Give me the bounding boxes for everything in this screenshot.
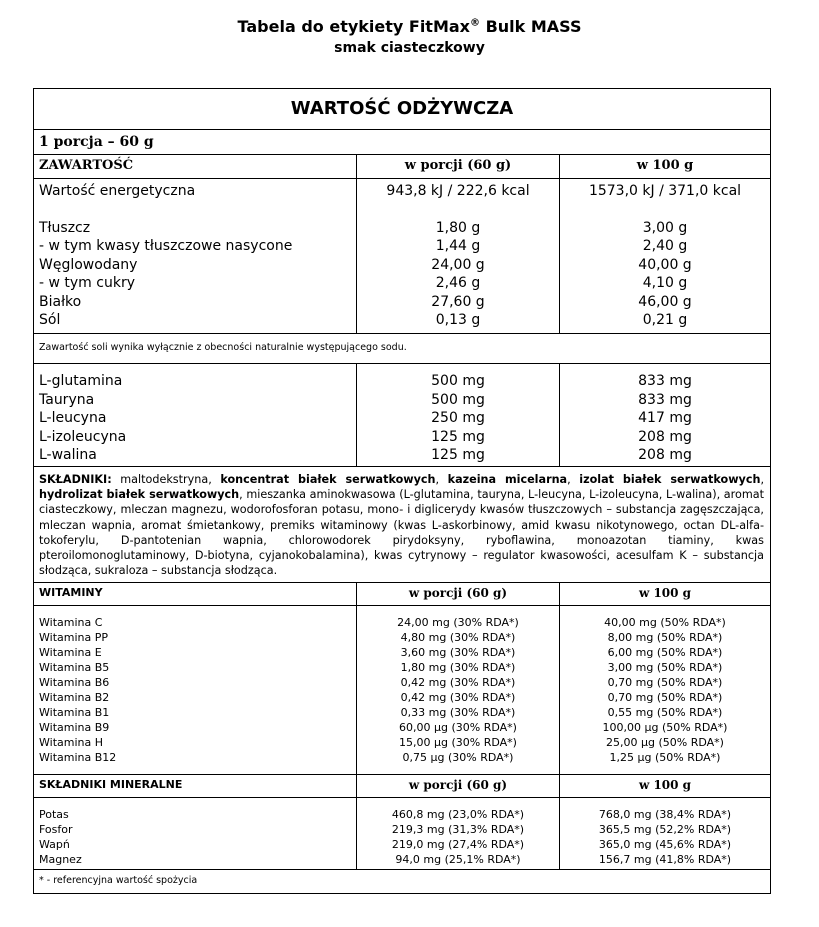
table-title: WARTOŚĆ ODŻYWCZA <box>290 98 514 119</box>
vitamin-row-c1-9: Witamina B12 <box>39 751 117 764</box>
ingredients-label: SKŁADNIKI: <box>39 473 112 486</box>
amino-row-c1-3: L-izoleucyna <box>39 428 127 445</box>
vitamin-row-c2-7: 60,00 µg (30% RDA*) <box>399 721 517 734</box>
nutrient-name-1: Tłuszcz <box>39 219 91 236</box>
mineral-row-c2-2: 219,0 mg (27,4% RDA*) <box>391 838 525 851</box>
vitamin-row-c2-5: 0,42 mg (30% RDA*) <box>400 691 516 704</box>
mineral-portion-values <box>356 798 559 869</box>
mineral-row-c1-2: Wapń <box>39 838 70 851</box>
vitamin-row-c3-8: 25,00 µg (50% RDA*) <box>606 736 724 749</box>
vitamin-row-c2-9: 0,75 µg (30% RDA*) <box>402 751 514 764</box>
nutrient-100g-4: 4,10 g <box>642 275 688 291</box>
vitamin-row-c1-4: Witamina B6 <box>39 676 110 689</box>
nutrient-portion-0: 943,8 kJ / 222,6 kcal <box>386 183 530 199</box>
amino-row-c1-2: L-leucyna <box>39 410 107 426</box>
amino-row-c1-4: L-walina <box>39 447 97 463</box>
vitamin-row-c2-0: 24,00 mg (30% RDA*) <box>397 616 519 629</box>
vitamin-row-c3-5: 0,70 mg (50% RDA*) <box>607 691 723 704</box>
amino-row-c2-2: 250 mg <box>431 410 485 426</box>
vitamins-header-100g: w 100 g <box>559 583 770 605</box>
nutrient-name-6: Sól <box>39 312 61 328</box>
amino-row-c3-4: 208 mg <box>638 447 692 463</box>
nutrient-name-0: Wartość energetyczna <box>39 183 196 199</box>
vitamin-row-c1-0: Witamina C <box>39 616 103 629</box>
vitamin-row-c3-6: 0,55 mg (50% RDA*) <box>607 706 723 719</box>
minerals-header-100g: w 100 g <box>559 775 770 797</box>
nutrient-names <box>34 179 356 333</box>
mineral-row-c3-3: 156,7 mg (41,8% RDA*) <box>598 853 732 866</box>
ingredients-text: , <box>567 473 580 486</box>
nutrient-portion-1: 1,80 g <box>435 219 481 236</box>
vitamin-100g-values <box>559 606 770 774</box>
minerals-header-row <box>34 774 770 797</box>
nutrient-100g-2: 2,40 g <box>642 238 688 254</box>
vitamin-row-c3-4: 0,70 mg (50% RDA*) <box>607 676 723 689</box>
ingredients-text: , <box>760 473 764 486</box>
nutrient-portion-values <box>356 179 559 333</box>
nutrient-name-2: - w tym kwasy tłuszczowe nasycone <box>39 238 293 254</box>
vitamin-row-c2-2: 3,60 mg (30% RDA*) <box>400 646 516 659</box>
document-subtitle: smak ciasteczkowy <box>334 40 485 56</box>
registered-mark: ® <box>470 17 480 29</box>
amino-row-c2-4: 125 mg <box>431 447 485 463</box>
vitamin-row-c3-0: 40,00 mg (50% RDA*) <box>604 616 726 629</box>
vitamin-row-c1-8: Witamina H <box>39 736 103 749</box>
vitamin-row-c3-9: 1,25 µg (50% RDA*) <box>609 751 721 764</box>
nutrient-portion-2: 1,44 g <box>435 238 481 254</box>
vitamin-row-c3-2: 6,00 mg (50% RDA*) <box>607 646 723 659</box>
ingredients-text: , mieszanka aminokwasowa (L-glutamina, tauryna, L-leucyna, L-izoleucyna, L-walina), aromat ciasteczkowy, mleczan magnezu, wodorofosforan potasu, mono- i diglicerydy kwasów tłuszczowych – substancja zagęszczająca, mleczan wapnia, aromat śmietankowy, premiks witaminowy (kwas L-askorbinowy, amid kwasu nikotynowego, octan DL-alfa-tokoferylu, D-pantotenian wapnia, chlorowodorek pirydoksyny, ryboflawina, monoazotan tiaminy, kwas pteroilomonoglutaminowy, D-biotyna, cyjanokobalamina), kwas cytrynowy – regulator kwasowości, acesulfam K – substancja słodząca, sukraloza – substancja słodząca. <box>39 488 764 578</box>
nutrient-portion-3: 24,00 g <box>431 256 485 273</box>
nutrient-100g-1: 3,00 g <box>642 219 688 236</box>
ingredients-bold: hydrolizat białek serwatkowych <box>39 488 240 502</box>
nutrient-name-4: - w tym cukry <box>39 275 135 291</box>
minerals-header-portion: w porcji (60 g) <box>356 775 559 797</box>
nutrient-name-3: Węglowodany <box>39 256 138 273</box>
mineral-row-c1-3: Magnez <box>39 853 82 866</box>
vitamin-row-c3-3: 3,00 mg (50% RDA*) <box>607 661 723 674</box>
vitamin-row-c1-6: Witamina B1 <box>39 706 110 719</box>
vitamin-row-c2-4: 0,42 mg (30% RDA*) <box>400 676 516 689</box>
ingredients-bold: izolat białek serwatkowych <box>579 473 761 486</box>
mineral-row-c2-0: 460,8 mg (23,0% RDA*) <box>391 808 525 821</box>
vitamin-row-c3-1: 8,00 mg (50% RDA*) <box>607 631 723 644</box>
amino-row-c2-3: 125 mg <box>431 428 485 445</box>
minerals-section <box>34 797 770 869</box>
mineral-row-c1-1: Fosfor <box>39 823 73 836</box>
nutrient-100g-0: 1573,0 kJ / 371,0 kcal <box>588 183 742 199</box>
vitamin-row-c1-7: Witamina B9 <box>39 721 110 734</box>
vitamin-row-c1-5: Witamina B2 <box>39 691 110 704</box>
amino-portion-values <box>356 364 559 466</box>
vitamin-row-c2-1: 4,80 mg (30% RDA*) <box>400 631 516 644</box>
amino-row-c3-1: 833 mg <box>638 391 692 408</box>
mineral-names <box>34 798 356 869</box>
nutrition-table <box>33 88 771 894</box>
vitamin-row-c2-3: 1,80 mg (30% RDA*) <box>400 661 516 674</box>
column-header-row <box>34 154 770 178</box>
nutrient-100g-values <box>559 179 770 333</box>
vitamins-section <box>34 605 770 774</box>
vitamin-row-c2-8: 15,00 µg (30% RDA*) <box>399 736 517 749</box>
title-part-1: Tabela do etykiety FitMax <box>237 17 470 36</box>
portion-size: 1 porcja – 60 g <box>34 129 770 154</box>
col-header-portion: w porcji (60 g) <box>356 155 559 178</box>
vitamin-portion-values <box>356 606 559 774</box>
nutrient-100g-3: 40,00 g <box>638 256 692 273</box>
mineral-row-c2-1: 219,3 mg (31,3% RDA*) <box>391 823 525 836</box>
amino-section <box>34 363 770 466</box>
mineral-row-c2-3: 94,0 mg (25,1% RDA*) <box>395 853 521 866</box>
vitamin-names <box>34 606 356 774</box>
vitamin-row-c3-7: 100,00 µg (50% RDA*) <box>602 721 728 734</box>
amino-row-c1-0: L-glutamina <box>39 373 123 389</box>
vitamin-row-c2-6: 0,33 mg (30% RDA*) <box>400 706 516 719</box>
amino-row-c1-1: Tauryna <box>39 391 95 408</box>
vitamins-header-row <box>34 582 770 605</box>
nutrient-100g-5: 46,00 g <box>638 293 692 310</box>
col-header-100g: w 100 g <box>559 155 770 178</box>
amino-names <box>34 364 356 466</box>
vitamin-row-c1-1: Witamina PP <box>39 631 108 644</box>
mineral-row-c3-0: 768,0 mg (38,4% RDA*) <box>598 808 732 821</box>
col-header-content: ZAWARTOŚĆ <box>39 158 134 173</box>
mineral-100g-values <box>559 798 770 869</box>
ingredients-text: maltodekstryna, <box>111 473 221 486</box>
ingredients-block <box>34 466 770 582</box>
ingredients-bold: koncentrat białek serwatkowych <box>220 473 436 486</box>
mineral-row-c1-0: Potas <box>39 808 69 821</box>
footnote: * - referencyjna wartość spożycia <box>34 869 770 893</box>
vitamin-row-c1-2: Witamina E <box>39 646 102 659</box>
vitamins-header: WITAMINY <box>39 586 103 599</box>
ingredients-bold: kazeina micelarna <box>447 473 568 486</box>
nutrient-portion-4: 2,46 g <box>435 275 481 291</box>
nutrient-portion-5: 27,60 g <box>431 293 485 310</box>
main-nutrients-section <box>34 178 770 333</box>
vitamins-header-portion: w porcji (60 g) <box>356 583 559 605</box>
amino-row-c2-1: 500 mg <box>431 391 485 408</box>
title-part-2: Bulk MASS <box>480 17 582 36</box>
minerals-header: SKŁADNIKI MINERALNE <box>39 778 183 791</box>
mineral-row-c3-2: 365,0 mg (45,6% RDA*) <box>598 838 732 851</box>
salt-note: Zawartość soli wynika wyłącznie z obecności naturalnie występującego sodu. <box>34 333 770 363</box>
nutrient-name-5: Białko <box>39 293 82 310</box>
amino-row-c3-3: 208 mg <box>638 428 692 445</box>
nutrient-100g-6: 0,21 g <box>642 312 688 328</box>
mineral-row-c3-1: 365,5 mg (52,2% RDA*) <box>598 823 732 836</box>
vitamin-row-c1-3: Witamina B5 <box>39 661 110 674</box>
nutrient-portion-6: 0,13 g <box>435 312 481 328</box>
document-title <box>0 17 819 36</box>
amino-100g-values <box>559 364 770 466</box>
amino-row-c2-0: 500 mg <box>431 373 485 389</box>
ingredients-text: , <box>435 473 448 486</box>
amino-row-c3-0: 833 mg <box>638 373 692 389</box>
amino-row-c3-2: 417 mg <box>638 410 692 426</box>
